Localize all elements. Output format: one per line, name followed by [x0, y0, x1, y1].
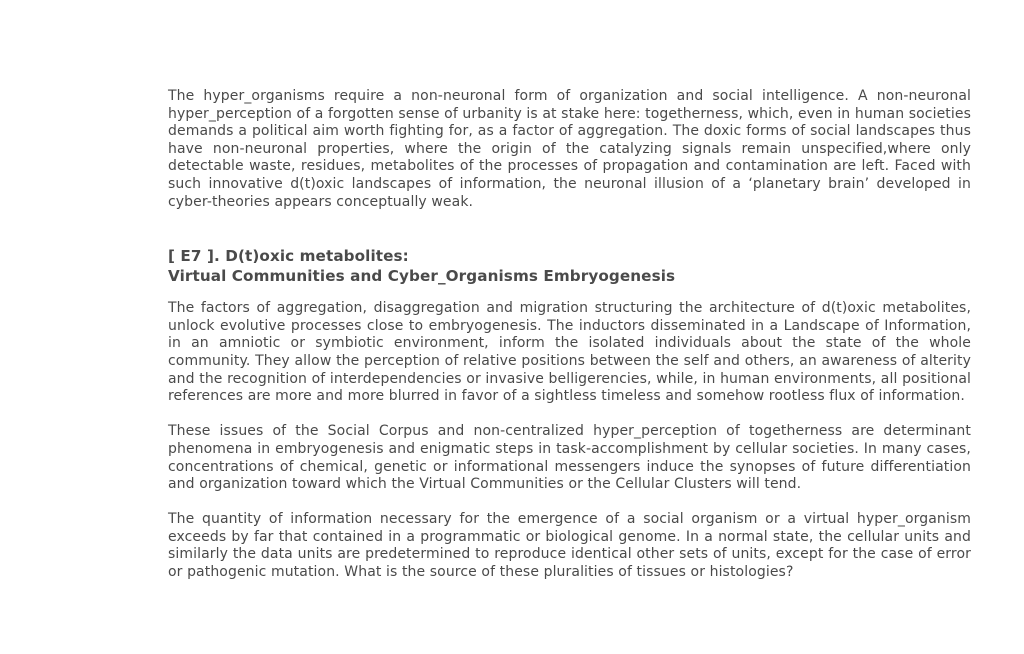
intro-paragraph: The hyper_organisms require a non-neuronal form of organization and social intelligence. A non-neuronal hyper_perception of a forgotten sense of urbanity is at stake here: togetherness, which, even in human societies demands a political aim worth fighting for, as a factor of aggregation. The doxic forms of social landscapes thus have non-neuronal properties, where the origin of the catalyzing signals remain unspecified,where only detectable waste, residues, metabolites of the processes of propagation and contamination are left. Faced with such innovative d(t)oxic landscapes of information, the neuronal illusion of a ‘planetary brain’ developed in cyber-theories appears conceptually weak. — [168, 88, 971, 210]
body-paragraph-1: The factors of aggregation, disaggregation and migration structuring the architecture of d(t)oxic metabolites, unlock evolutive processes close to embryogenesis. The inductors disseminated in a Landscape of Information, in an amniotic or symbiotic environment, inform the isolated individuals about the state of the whole community. They allow the perception of relative positions between the self and others, an awareness of alterity and the recognition of interdependencies or invasive belligerencies, while, in human environments, all positional references are more and more blurred in favor of a sightless timeless and somehow rootless flux of information. — [168, 300, 971, 405]
section-heading — [168, 247, 971, 286]
body-paragraph-3: The quantity of information necessary for the emergence of a social organism or a virtual hyper_organism exceeds by far that contained in a programmatic or biological genome. In a normal state, the cellular units and similarly the data units are predetermined to reproduce identical other sets of units, except for the case of error or pathogenic mutation. What is the source of these pluralities of tissues or histologies? — [168, 511, 971, 581]
section-heading-line2: Virtual Communities and Cyber_Organisms Embryogenesis — [168, 266, 676, 285]
body-paragraph-2: These issues of the Social Corpus and non-centralized hyper_perception of togetherness are determinant phenomena in embryogenesis and enigmatic steps in task-accomplishment by cellular societies. In many cases, concentrations of chemical, genetic or informational messengers induce the synopses of future differentiation and organization toward which the Virtual Communities or the Cellular Clusters will tend. — [168, 423, 971, 493]
document-page — [168, 88, 971, 582]
section-heading-line1: [ E7 ]. D(t)oxic metabolites: — [168, 247, 409, 266]
